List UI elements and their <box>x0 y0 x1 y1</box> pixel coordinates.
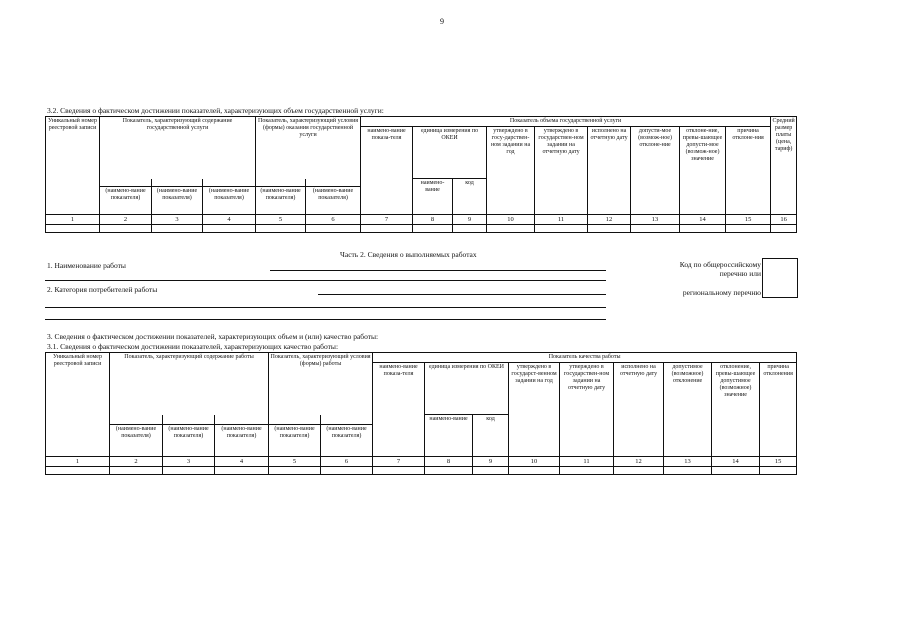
consumer-category-line-2 <box>45 307 606 308</box>
col-num: 8 <box>425 457 473 467</box>
sub-name: (наимено-вание показателя) <box>321 425 373 457</box>
col-unit: единица измерения по ОКЕИ <box>425 363 509 415</box>
col-num: 9 <box>473 457 509 467</box>
code-label-2: перечню или <box>719 269 761 278</box>
section3-title: 3. Сведения о фактическом достижении показателей, характеризующих объем и (или) качество работы: <box>47 332 379 341</box>
sub-name: (наимено-вание показателя) <box>203 187 256 215</box>
sub-name: (наимено-вание показателя) <box>163 425 215 457</box>
col-num: 6 <box>321 457 373 467</box>
col-num: 2 <box>100 215 152 225</box>
col-unique-number: Уникальный номер реестровой записи <box>46 353 110 457</box>
work-name-label: 1. Наименование работы <box>47 261 126 270</box>
col-num: 13 <box>664 457 712 467</box>
col-unique-number: Уникальный номер реестровой записи <box>46 117 100 215</box>
sub-name: (наимено-вание показателя) <box>269 425 321 457</box>
page-number: 9 <box>440 17 444 26</box>
section31-title: 3.1. Сведения о фактическом достижении показателей, характеризующих качество работы: <box>47 342 339 351</box>
work-name-line-2 <box>45 280 606 281</box>
col-allowed-deviation: допусти-мое (возмож-ное) отклоне-ние <box>631 127 680 215</box>
table-row <box>46 467 797 475</box>
col-num: 5 <box>256 215 306 225</box>
col-executed: исполнено на отчетную дату <box>588 127 631 215</box>
col-conditions-indicator: Показатель, характеризующий условия (формы) работы <box>269 353 373 415</box>
consumer-category-line-3 <box>45 319 606 320</box>
quality-table <box>45 352 797 475</box>
col-unit: единица измерения по ОКЕИ <box>413 127 487 179</box>
col-num: 10 <box>509 457 560 467</box>
sub-name: (наимено-вание показателя) <box>110 425 163 457</box>
work-name-line <box>270 270 606 271</box>
col-num: 7 <box>361 215 413 225</box>
col-num: 15 <box>760 457 797 467</box>
sub-name: (наимено-вание показателя) <box>152 187 203 215</box>
col-num: 8 <box>413 215 453 225</box>
col-volume-indicator: Показатель объема государственной услуги <box>361 117 771 127</box>
table-row <box>46 225 797 233</box>
col-unit-code: код <box>473 415 509 457</box>
col-num: 10 <box>487 215 535 225</box>
col-reason: причина отклоне-ния <box>726 127 771 215</box>
col-num: 2 <box>110 457 163 467</box>
col-num: 1 <box>46 215 100 225</box>
column-numbers-row <box>46 215 797 225</box>
sub-name: (наимено-вание показателя) <box>215 425 269 457</box>
col-indicator-name: наимено-вание показа-теля <box>361 127 413 215</box>
col-num: 9 <box>453 215 487 225</box>
col-num: 1 <box>46 457 110 467</box>
consumer-category-label: 2. Категория потребителей работы <box>47 285 158 294</box>
col-num: 4 <box>215 457 269 467</box>
col-num: 11 <box>560 457 614 467</box>
col-conditions-indicator: Показатель, характеризующий условия (формы) оказания государственной услуги <box>256 117 361 179</box>
col-num: 3 <box>163 457 215 467</box>
col-approved-year: утверждено в госу-дарствен-ном задании на год <box>487 127 535 215</box>
col-unit-name: наимено-вание <box>425 415 473 457</box>
col-exceeding-deviation: отклонение, превы-шающее допустимое (возможное) значение <box>712 363 760 457</box>
consumer-category-line <box>318 294 606 295</box>
sub-name: (наимено-вание показателя) <box>100 187 152 215</box>
code-label-3: региональному перечню <box>682 288 761 297</box>
col-num: 4 <box>203 215 256 225</box>
col-quality-indicator: Показатель качества работы <box>373 353 797 363</box>
col-num: 11 <box>535 215 588 225</box>
part2-title: Часть 2. Сведения о выполняемых работах <box>340 250 477 259</box>
column-numbers-row <box>46 457 797 467</box>
col-num: 14 <box>680 215 726 225</box>
col-approved-date: утверждено в государствен-ном задании на отчетную дату <box>560 363 614 457</box>
col-num: 15 <box>726 215 771 225</box>
col-content-indicator: Показатель, характеризующий содержание работы <box>110 353 269 415</box>
col-avg-fee: Средний размер платы (цена, тариф) <box>771 117 797 215</box>
sub-name: (наимено-вание показателя) <box>306 187 361 215</box>
col-reason: причина отклонения <box>760 363 797 457</box>
code-box[interactable] <box>762 258 798 298</box>
col-approved-date: утверждено в государствен-ном задании на отчетную дату <box>535 127 588 215</box>
col-num: 13 <box>631 215 680 225</box>
col-num: 16 <box>771 215 797 225</box>
col-executed: исполнено на отчетную дату <box>614 363 664 457</box>
col-num: 5 <box>269 457 321 467</box>
volume-table <box>45 116 797 233</box>
col-num: 14 <box>712 457 760 467</box>
col-approved-year: утверждено в государст-венном задании на год <box>509 363 560 457</box>
col-exceeding-deviation: отклоне-ние, превы-шающее допусти-мое (возмож-ное) значение <box>680 127 726 215</box>
code-label-1: Код по общероссийскому <box>679 260 761 269</box>
col-content-indicator: Показатель, характеризующий содержание государственной услуги <box>100 117 256 179</box>
col-num: 6 <box>306 215 361 225</box>
section-32-title: 3.2. Сведения о фактическом достижении показателей, характеризующих объем государственной услуги: <box>47 106 384 115</box>
col-unit-code: код <box>453 179 487 215</box>
col-num: 7 <box>373 457 425 467</box>
col-allowed-deviation: допустимое (возможное) отклонение <box>664 363 712 457</box>
col-num: 3 <box>152 215 203 225</box>
sub-name: (наимено-вание показателя) <box>256 187 306 215</box>
col-unit-name: наимено-вание <box>413 179 453 215</box>
col-num: 12 <box>614 457 664 467</box>
col-num: 12 <box>588 215 631 225</box>
col-indicator-name: наимено-вание показа-теля <box>373 363 425 457</box>
